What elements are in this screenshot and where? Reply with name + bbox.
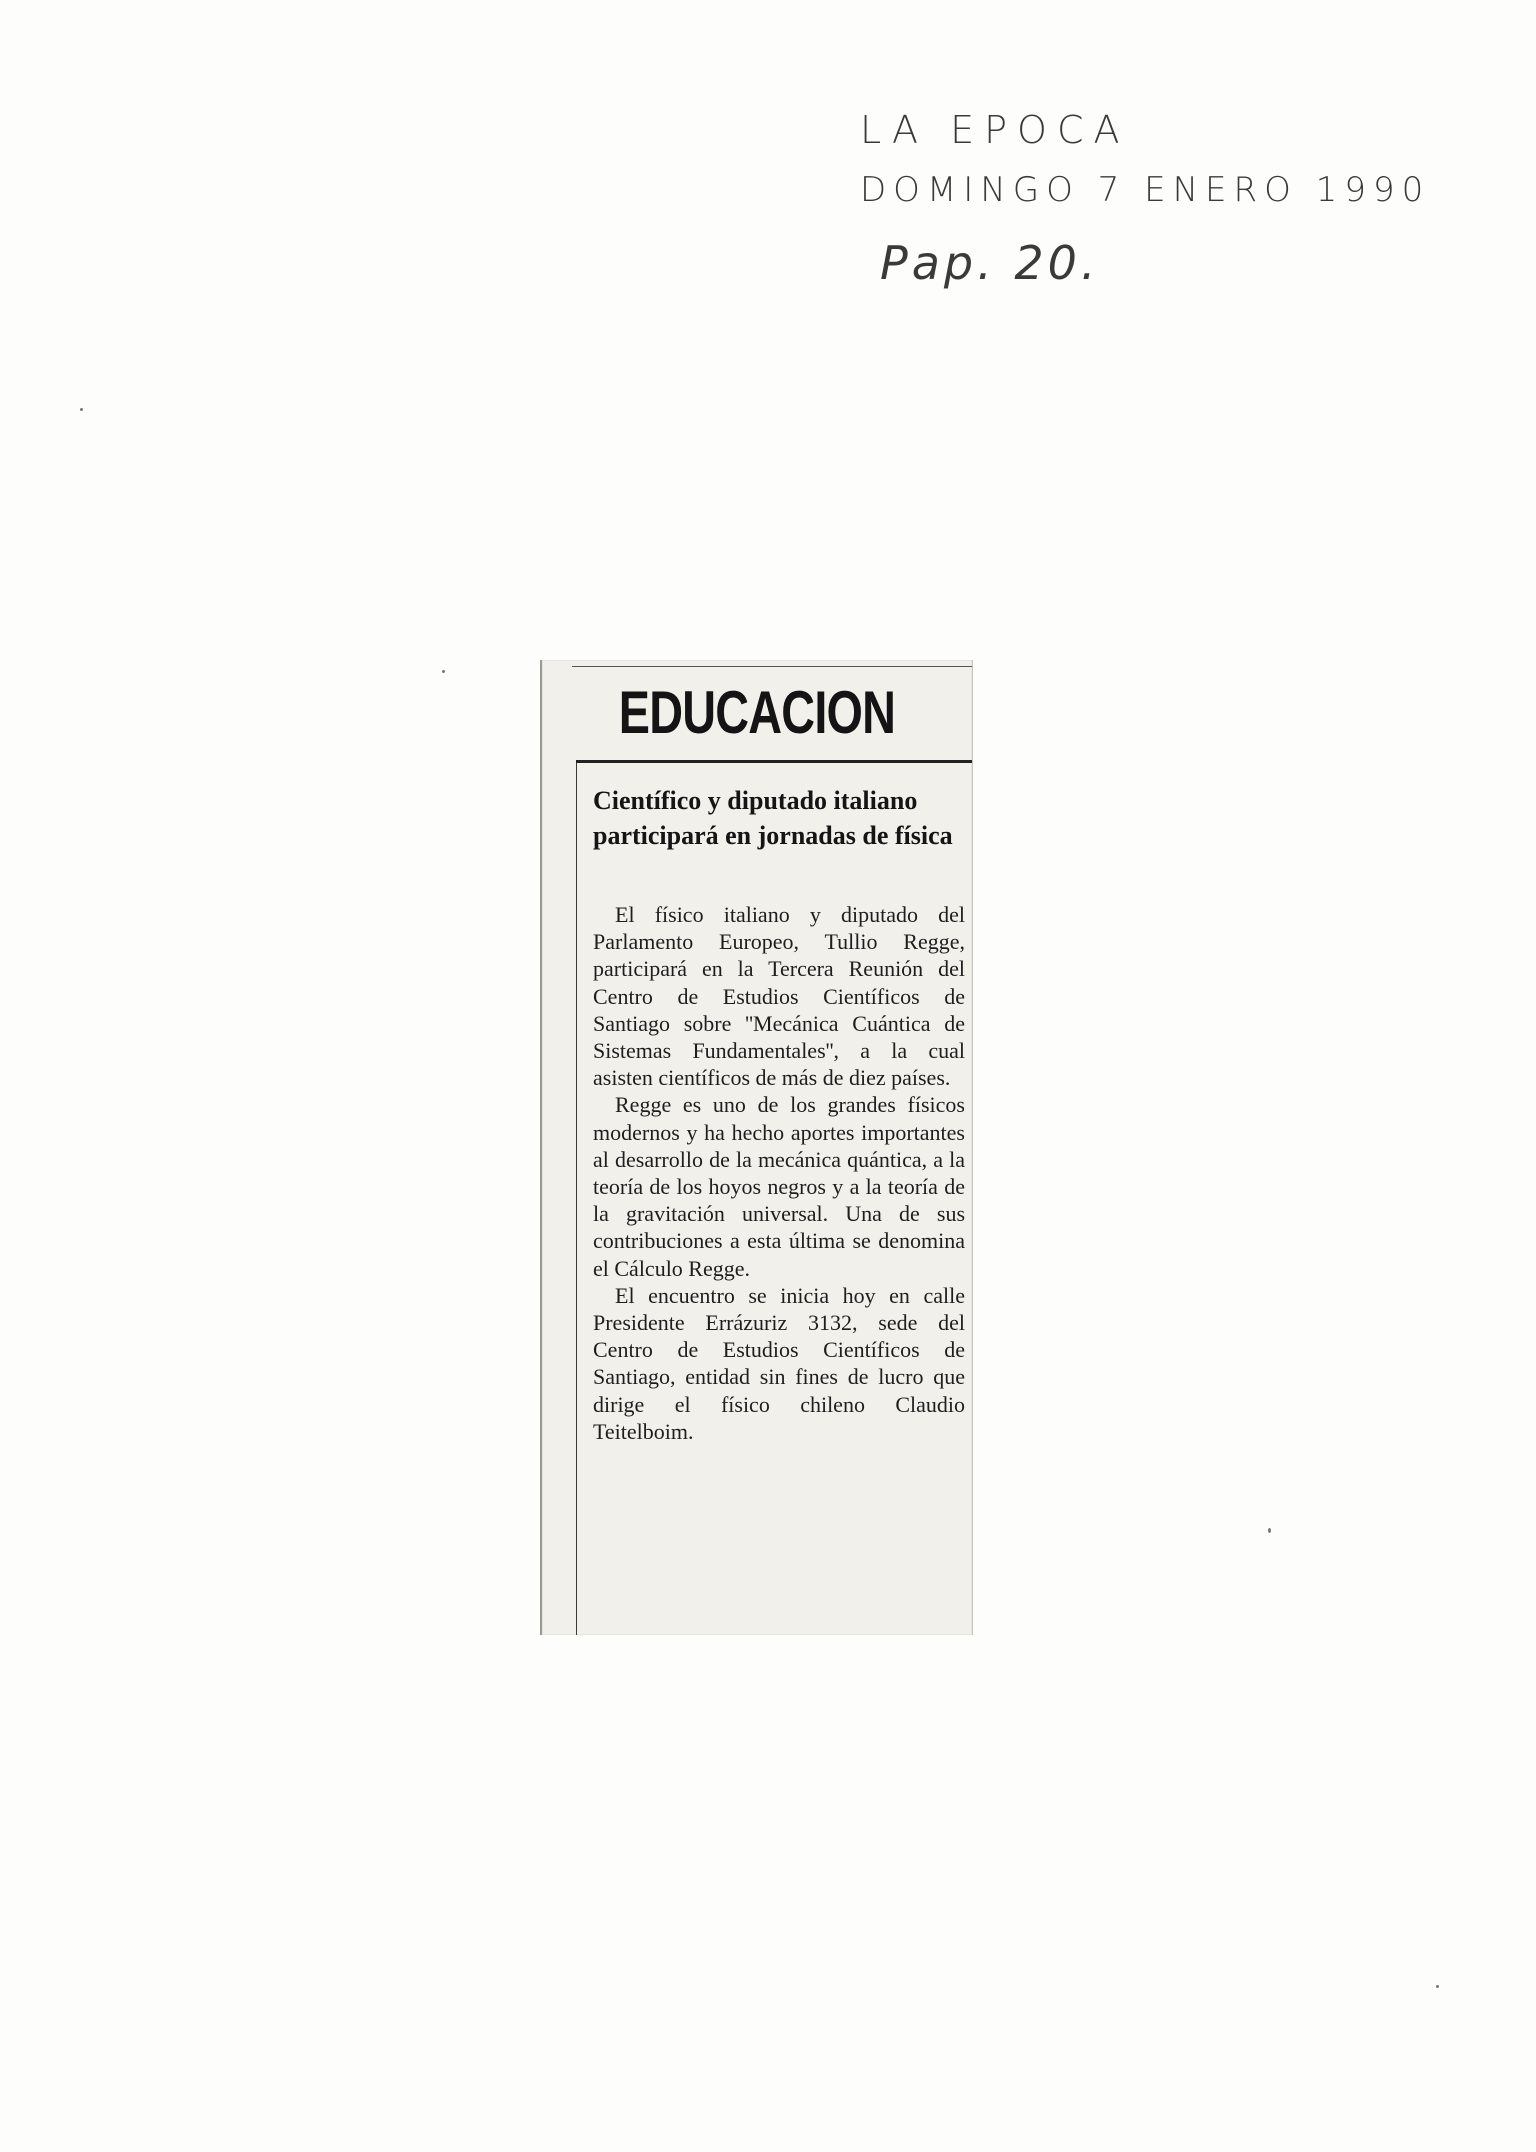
- article-paragraph: Regge es uno de los grandes físicos modernos y ha hecho aportes importantes al desarrollo de la mecánica quántica, a la teoría de los hoyos negros y a la teoría de la gravitación universal. Una de sus contribuciones a esta última se denomina el Cálculo Regge.: [593, 1092, 965, 1281]
- article: [576, 763, 964, 1635]
- scan-speck: [1268, 1528, 1271, 1533]
- article-paragraph: El físico italiano y diputado del Parlamento Europeo, Tullio Regge, participará en la Tercera Reunión del Centro de Estudios Científicos de Santiago sobre ''Mecánica Cuántica de Sistemas Fundamentales'', a la cual asisten científicos de más de diez países.: [593, 902, 965, 1091]
- newspaper-clipping: [540, 660, 973, 1635]
- top-rule: [572, 666, 972, 667]
- handwritten-date: DOMINGO 7 ENERO 1990: [860, 170, 1431, 210]
- article-body: [593, 901, 965, 1445]
- scan-speck: [1436, 1985, 1439, 1988]
- section-heading: EDUCACION: [618, 679, 896, 746]
- scan-speck: [442, 670, 445, 673]
- scan-speck: [80, 408, 83, 411]
- article-paragraph: El encuentro se inicia hoy en calle Presidente Errázuriz 3132, sede del Centro de Estudios Científicos de Santiago, entidad sin fines de lucro que dirige el físico chileno Claudio Teitelboim.: [593, 1282, 965, 1444]
- handwritten-page: Pap. 20.: [880, 236, 1100, 290]
- handwritten-source: LA EPOCA: [860, 108, 1130, 152]
- article-headline: Científico y diputado italiano participará en jornadas de física: [593, 786, 953, 850]
